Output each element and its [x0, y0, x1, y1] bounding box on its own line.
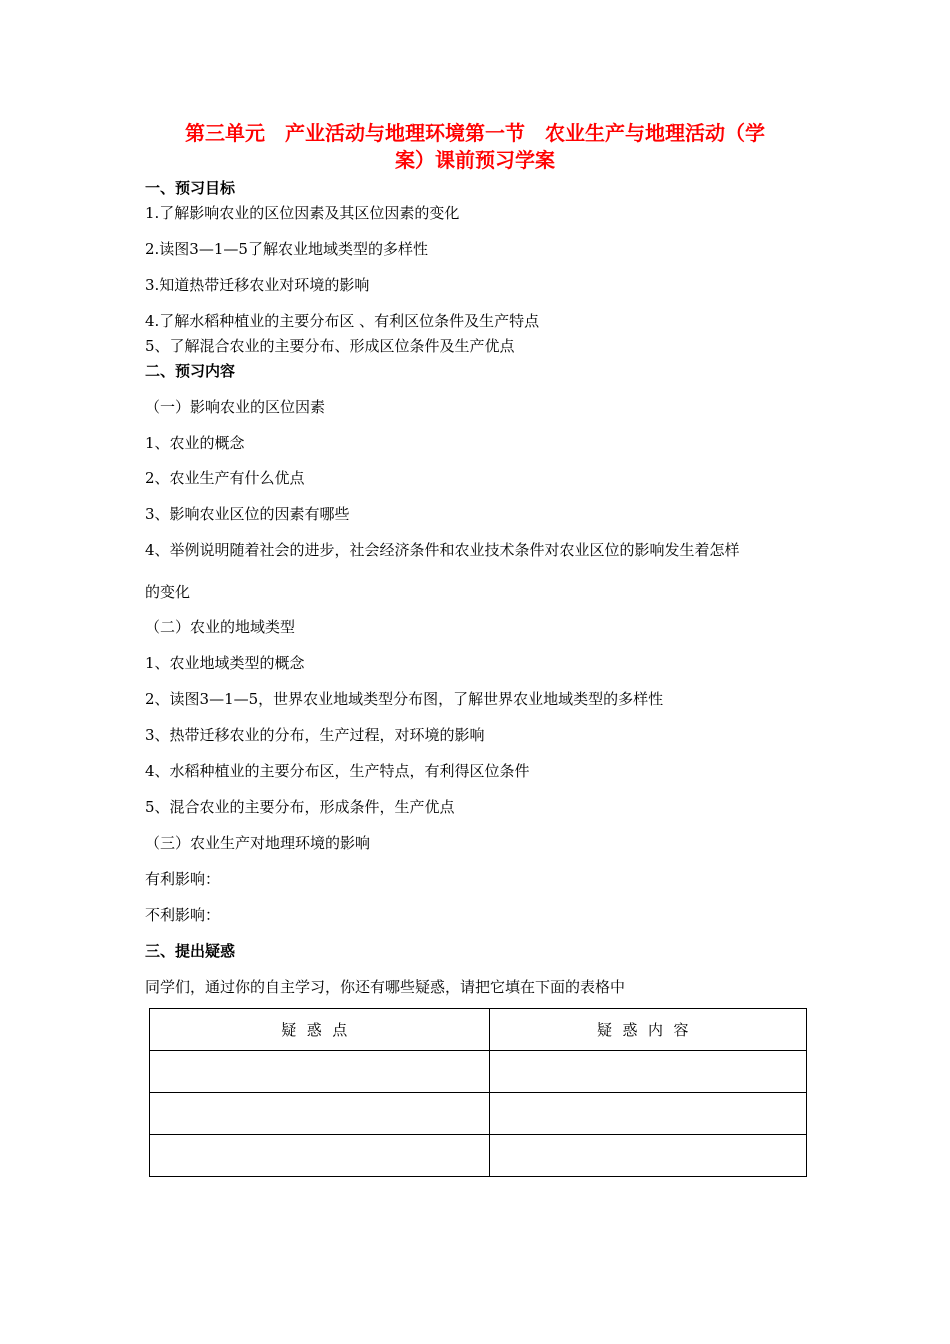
table-header-row — [150, 1009, 807, 1051]
content-item: 5、混合农业的主要分布，形成条件，生产优点 — [145, 798, 455, 816]
section-1-heading: 一、预习目标 — [145, 179, 236, 197]
title-line-2: 案）课前预习学案 — [395, 148, 555, 172]
content-item: 3、影响农业区位的因素有哪些 — [145, 505, 350, 523]
question-point-cell[interactable] — [150, 1093, 490, 1135]
section-3-intro: 同学们，通过你的自主学习，你还有哪些疑惑，请把它填在下面的表格中 — [145, 978, 626, 996]
section-3-heading: 三、提出疑惑 — [145, 942, 236, 960]
part-3-heading: （三）农业生产对地理环境的影响 — [145, 834, 371, 852]
section-2-heading: 二、预习内容 — [145, 362, 236, 380]
negative-impact-label: 不利影响： — [145, 906, 221, 924]
content-item: 1、农业的概念 — [145, 434, 245, 452]
content-item: 3、热带迁移农业的分布，生产过程，对环境的影响 — [145, 726, 485, 744]
question-content-cell[interactable] — [490, 1093, 807, 1135]
part-1-heading: （一）影响农业的区位因素 — [145, 398, 326, 416]
questions-table — [149, 1008, 807, 1177]
question-content-cell[interactable] — [490, 1051, 807, 1093]
goal-item-5: 5、了解混合农业的主要分布、形成区位条件及生产优点 — [145, 337, 515, 355]
content-item: 1、农业地域类型的概念 — [145, 654, 305, 672]
content-item: 4、举例说明随着社会的进步，社会经济条件和农业技术条件对农业区位的影响发生着怎样 — [145, 541, 740, 559]
goal-item-2: 2.读图3—1—5了解农业地域类型的多样性 — [145, 240, 428, 258]
page-title — [140, 120, 810, 174]
table-row — [150, 1051, 807, 1093]
positive-impact-label: 有利影响： — [145, 870, 221, 888]
question-point-cell[interactable] — [150, 1051, 490, 1093]
part-2-heading: （二）农业的地域类型 — [145, 618, 296, 636]
header-question-content: 疑惑内容 — [490, 1009, 807, 1051]
question-point-cell[interactable] — [150, 1135, 490, 1177]
header-question-point: 疑惑点 — [150, 1009, 490, 1051]
content-item: 2、农业生产有什么优点 — [145, 469, 305, 487]
content-item: 4、水稻种植业的主要分布区，生产特点，有利得区位条件 — [145, 762, 530, 780]
goal-item-1: 1.了解影响农业的区位因素及其区位因素的变化 — [145, 204, 460, 222]
goal-item-3: 3.知道热带迁移农业对环境的影响 — [145, 276, 370, 294]
goal-item-4: 4.了解水稻种植业的主要分布区 、有利区位条件及生产特点 — [145, 312, 540, 330]
question-content-cell[interactable] — [490, 1135, 807, 1177]
content-item-continued: 的变化 — [145, 583, 191, 601]
title-line-1: 第三单元 产业活动与地理环境第一节 农业生产与地理活动（学 — [185, 121, 765, 145]
content-item: 2、读图3—1—5，世界农业地域类型分布图，了解世界农业地域类型的多样性 — [145, 690, 664, 708]
table-row — [150, 1135, 807, 1177]
table-row — [150, 1093, 807, 1135]
